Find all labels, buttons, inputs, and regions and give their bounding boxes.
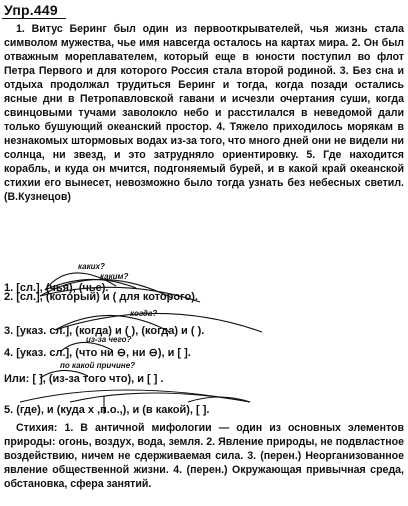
- scheme-2-question: каким?: [100, 272, 129, 281]
- scheme-4-question: из-за чего?: [86, 335, 132, 344]
- exercise-paragraph: 1. Витус Беринг был один из первооткрывателей, чья жизнь стала символом мужества, чье имя навсегда осталось на картах мира. 2. Он был отважным мореплавателем, который еще в юности поступил во флот Петра Первого и для которого Россия стала второй родиной. 3. Без сна и отдыха продолжал трудиться Беринг и тогда, когда позади остались ясные дни в Петропавловской гавани и исчезли очертания суши, когда свинцовыми тучами заволокло небо и расстилался в неведомой дали только бушующий океанский простор. 4. Тяжело приходилось морякам в незнакомых штормовых водах из-за того, что много дней они не видели ни солнца, ни звезд, и это затрудняло ориентировку. 5. Где находится корабль, и куда он мчится, подгоняемый бурей, и в какой край океанской стихии его вынесет, невозможно было тогда узнать без небесных светил. (В.Кузнецов): [4, 23, 404, 203]
- definition-head: Стихия:: [16, 422, 58, 434]
- scheme-5: 5. (где), и (куда x ,п.о.,), и (в какой), [ ].: [4, 404, 210, 416]
- scheme-2: 2. [сл.], (который) и ( для которого).: [4, 291, 198, 303]
- definition-block: [4, 421, 404, 491]
- exercise-title: Упр.449: [4, 2, 58, 18]
- scheme-3-question: когда?: [130, 309, 158, 318]
- exercise-text: [4, 22, 404, 204]
- scheme-3: 3. [указ. сл.], (когда) и ( ), (когда) и ( ).: [4, 325, 205, 337]
- title-underline: [2, 18, 66, 19]
- scheme-4b-question: по какой причине?: [60, 361, 136, 370]
- scheme-1: 1. [сл.], (чья), (чье).: [4, 282, 109, 294]
- scheme-4: 4. [указ. сл.], (что ни ⊖, ни ⊖), и [ ].: [4, 347, 191, 359]
- scheme-4-alt: Или: [ ], (из-за того что), и [ ] .: [4, 373, 164, 385]
- scheme-5-arrows: [20, 390, 250, 402]
- scheme-1-question: каких?: [78, 262, 105, 271]
- definition-text: 1. В античной мифологии — один из основных элементов природы: огонь, воздух, вода, земля. 2. Явление природы, не подвластное воздействию, ничем не сдерживаемая сила. 3. (перен.) Неорганизованное явление общественной жизни. 4. (перен.) Окружающая привычная среда, обстановка, сфера занятий.: [4, 422, 404, 490]
